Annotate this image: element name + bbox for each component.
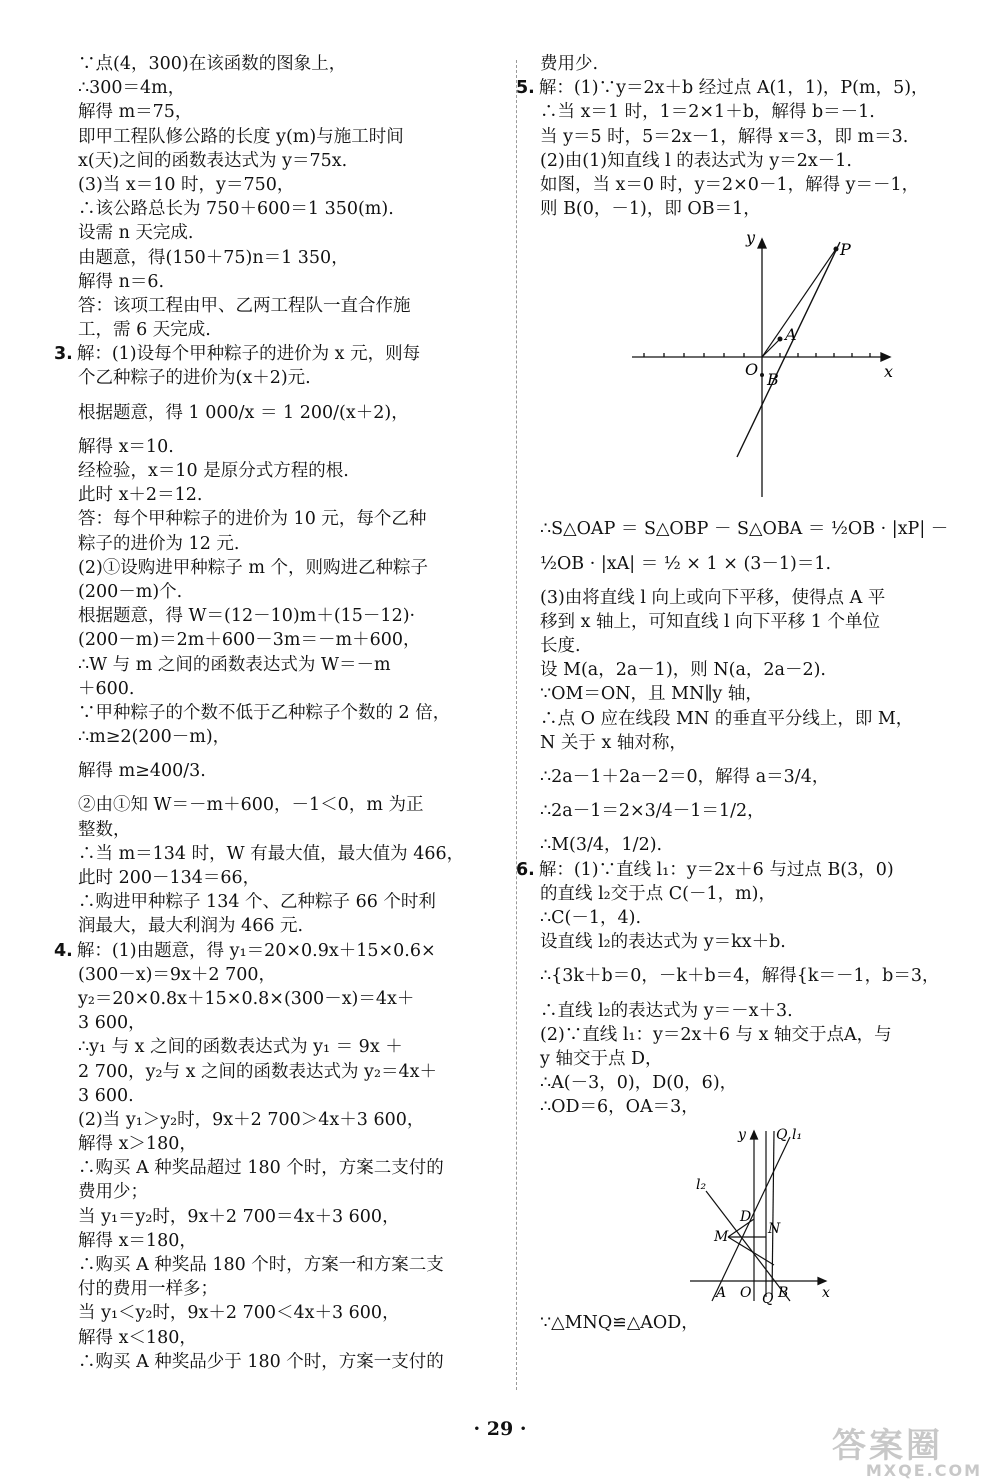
label-x: x (822, 1285, 830, 1302)
text-line: ∴该公路总长为 750＋600＝1 350(m). (78, 199, 394, 220)
text-line: 设 M(a，2a－1)，则 N(a，2a－2). (540, 660, 826, 681)
text-line: (200－m)＝2m＋600－3m＝－m＋600， (78, 630, 421, 651)
text-line: (200－m)个. (78, 581, 183, 602)
label-a: A (716, 1285, 727, 1302)
equation-line: 根据题意，得 1 000/x ＝ 1 200/(x＋2)， (78, 402, 409, 423)
text-line: 答：该项工程由甲、乙两工程队一直合作施 (78, 295, 411, 316)
text-line: ∴点 O 应在线段 MN 的垂直平分线上，即 M， (540, 708, 914, 729)
text-line: ∴OD＝6，OA＝3， (540, 1097, 699, 1118)
text-line: (2)当 y₁＞y₂时，9x＋2 700＞4x＋3 600， (78, 1109, 425, 1130)
text-span: 解：(1)设每个甲种粽子的进价为 x 元，则每 (76, 344, 421, 365)
text-line: 移到 x 轴上，可知直线 l 向下平移 1 个单位 (540, 611, 880, 632)
text-line: 3 600， (78, 1013, 146, 1034)
text-line: (2)由(1)知直线 l 的表达式为 y＝2x－1. (540, 150, 852, 171)
text-line: ∴购买 A 种奖品少于 180 个时，方案一支付的 (78, 1351, 444, 1372)
text-line: 根据题意，得 W＝(12－10)m＋(15－12)· (78, 606, 416, 627)
label-m: M (714, 1229, 729, 1246)
text-line: 工，需 6 天完成. (78, 320, 211, 341)
text-line: 2 700，y₂与 x 之间的函数表达式为 y₂＝4x＋ (78, 1061, 437, 1082)
text-span: 解：(1)∵y＝2x＋b 经过点 A(1，1)，P(m，5)， (538, 78, 929, 99)
text-line (54, 939, 498, 963)
text-line: 设需 n 天完成. (78, 223, 194, 244)
text-line: ∴y₁ 与 x 之间的函数表达式为 y₁ ＝ 9x ＋ (78, 1037, 403, 1058)
text-line: 此时 200－134＝66， (78, 868, 261, 888)
problem-5 (516, 76, 960, 857)
x-axis-arrow-icon (818, 1278, 826, 1285)
column-divider (516, 60, 517, 1390)
text-line: N 关于 x 轴对称， (540, 732, 687, 753)
text-line: (2)①设购进甲种粽子 m 个，则购进乙种粽子 (78, 557, 429, 578)
text-line: ∴300＝4m， (78, 78, 186, 99)
text-line: ∴购买 A 种奖品超过 180 个时，方案二支付的 (78, 1158, 444, 1179)
problem-number: 3. (54, 344, 73, 365)
segment-oa (762, 339, 780, 357)
page-number: · 29 · (473, 1418, 527, 1440)
text-line: ∴m≥2(200－m)， (78, 727, 231, 748)
text-line: ∴当 m＝134 时，W 有最大值，最大值为 466， (78, 843, 465, 864)
x-axis-arrow-icon (881, 353, 890, 361)
label-a: A (785, 325, 797, 345)
watermark-logo (832, 1418, 982, 1480)
text-line: 此时 x＋2＝12. (78, 485, 203, 506)
text-line: ∴购买 A 种奖品 180 个时，方案一和方案二支 (78, 1255, 444, 1275)
problem-4 (54, 939, 498, 1374)
text-line: 解得 x＜180， (78, 1327, 197, 1348)
text-line: 即甲工程队修公路的长度 y(m)与施工时间 (78, 126, 404, 147)
label-o: O (745, 360, 759, 380)
text-line: 则 B(0，－1)，即 OB＝1， (540, 199, 761, 220)
text-line: 长度. (540, 636, 581, 657)
figure-problem-5 (540, 227, 960, 507)
text-line: 解得 x＞180， (78, 1134, 197, 1155)
line-l (737, 242, 840, 457)
text-line: 3 600. (78, 1085, 134, 1106)
coordinate-figure-5 (540, 227, 960, 507)
text-line: 费用少； (78, 1182, 148, 1203)
segment-mq (728, 1237, 774, 1265)
text-line: 答：每个甲种粽子的进价为 10 元，每个乙种 (78, 509, 427, 530)
text-line: ②由①知 W＝－m＋600，－1＜0，m 为正 (78, 795, 424, 816)
text-line: 整数， (78, 819, 131, 840)
segment-op (762, 249, 836, 357)
text-line: ∴购进甲种粽子 134 个、乙种粽子 66 个时利 (78, 892, 436, 913)
equation-line: ½OB · |xA| ＝ ½ × 1 × (3－1)＝1. (540, 553, 832, 574)
point-p (834, 247, 839, 252)
text-line: 如图，当 x＝0 时，y＝2×0－1，解得 y＝－1， (540, 174, 920, 195)
text-line: 个乙种粽子的进价为(x＋2)元. (78, 368, 311, 389)
right-column (516, 52, 960, 1336)
intro-block (78, 52, 498, 342)
text-line: 解得 n＝6. (78, 271, 165, 292)
problem-number: 6. (516, 859, 535, 880)
text-line: x(天)之间的函数表达式为 y＝75x. (78, 150, 348, 171)
text-line (54, 342, 498, 366)
point-a (778, 337, 783, 342)
problem-number: 4. (54, 940, 73, 961)
text-line: 付的费用一样多； (78, 1279, 218, 1300)
text-line: y₂＝20×0.8x＋15×0.8×(300－x)＝4x＋ (78, 988, 415, 1009)
coordinate-figure-6 (540, 1125, 960, 1305)
text-line (516, 76, 960, 100)
label-l1: l₁ (792, 1127, 803, 1144)
equation-line: ∴S△OAP ＝ S△OBP － S△OBA ＝ ½OB · |xP| － (540, 519, 949, 540)
text-line: ∴当 x＝1 时，1＝2×1＋b，解得 b＝－1. (540, 102, 875, 123)
text-line: 解得 x＝180， (78, 1230, 197, 1251)
watermark-url: MXQE.COM (865, 1461, 982, 1480)
label-p: P (840, 240, 851, 260)
y-axis-arrow-icon (751, 1131, 758, 1139)
label-d: D (740, 1209, 752, 1226)
text-line: 当 y₁＝y₂时，9x＋2 700＝4x＋3 600， (78, 1206, 400, 1227)
text-line: ∵△MNQ≌△AOD， (540, 1313, 699, 1334)
label-b: B (778, 1285, 789, 1302)
equation-line: ∴M(3/4，1/2). (540, 835, 663, 856)
text-line: ∵甲种粽子的个数不低于乙种粽子个数的 2 倍， (78, 702, 451, 723)
problem-3 (54, 342, 498, 938)
left-column (54, 52, 498, 1374)
text-line: 当 y₁＜y₂时，9x＋2 700＜4x＋3 600， (78, 1303, 400, 1324)
equation-line: ∴2a－1＝2×3/4－1＝1/2， (540, 801, 765, 822)
text-line (516, 858, 960, 882)
text-line: 润最大，最大利润为 466 元. (78, 916, 304, 937)
text-line: (3)由将直线 l 向上或向下平移，使得点 A 平 (540, 587, 886, 608)
text-span: 解：(1)∵直线 l₁：y＝2x＋6 与过点 B(3，0) (538, 859, 894, 880)
text-line: 当 y＝5 时，5＝2x－1，解得 x＝3，即 m＝3. (540, 126, 909, 147)
text-line: 解得 m≥400/3. (78, 761, 206, 782)
text-line: y 轴交于点 D， (540, 1048, 663, 1069)
y-axis-arrow-icon (758, 239, 766, 248)
text-line: ∵点(4，300)在该函数的图象上， (78, 54, 347, 74)
text-line: 经检验，x＝10 是原分式方程的根. (78, 461, 349, 481)
label-y: y (738, 1127, 746, 1144)
text-line: 粽子的进价为 12 元. (78, 533, 240, 554)
problem-number: 5. (516, 78, 535, 99)
text-line: 设直线 l₂的表达式为 y＝kx＋b. (540, 932, 786, 953)
text-line: (2)∵直线 l₁：y＝2x＋6 与 x 轴交于点A，与 (540, 1024, 892, 1045)
label-o: O (740, 1285, 752, 1302)
text-line: ∴C(－1，4). (540, 907, 642, 928)
figure-problem-6 (540, 1125, 960, 1305)
text-line: ∵OM＝ON，且 MN∥y 轴， (540, 684, 763, 705)
equation-system-line: ∴{3k＋b＝0，－k＋b＝4，解得{k＝－1，b＝3， (540, 966, 940, 987)
equation-line: ∴2a－1＋2a－2＝0，解得 a＝3/4， (540, 767, 830, 787)
text-line: ∴W 与 m 之间的函数表达式为 W＝－m (78, 654, 391, 675)
text-line: ＋600. (78, 678, 135, 699)
line-q (772, 1131, 774, 1297)
text-line: (3)当 x＝10 时，y＝750， (78, 174, 295, 195)
text-line: 由题意，得(150＋75)n＝1 350， (78, 247, 349, 268)
label-b: B (767, 370, 779, 390)
label-n: N (768, 1221, 781, 1238)
label-y: y (746, 228, 756, 248)
text-line: 解得 x＝10. (78, 436, 174, 457)
text-line: ∴直线 l₂的表达式为 y＝－x＋3. (540, 1000, 793, 1021)
label-q-top: Q (776, 1127, 788, 1144)
watermark-text: 答案圈 (832, 1426, 943, 1466)
text-line: ∴A(－3，0)，D(0，6)， (540, 1073, 738, 1094)
text-line: 费用少. (540, 54, 599, 74)
point-b (760, 373, 764, 377)
problem-6 (516, 858, 960, 1336)
text-line: 解得 m＝75， (78, 102, 193, 123)
label-l2: l₂ (696, 1177, 707, 1194)
text-line: 的直线 l₂交于点 C(－1，m)， (540, 883, 777, 904)
text-line: (300－x)＝9x＋2 700， (78, 964, 277, 985)
label-q-bottom: Q (762, 1291, 774, 1306)
text-span: 解：(1)由题意，得 y₁＝20×0.9x＋15×0.6× (76, 940, 436, 961)
label-x: x (884, 362, 894, 382)
